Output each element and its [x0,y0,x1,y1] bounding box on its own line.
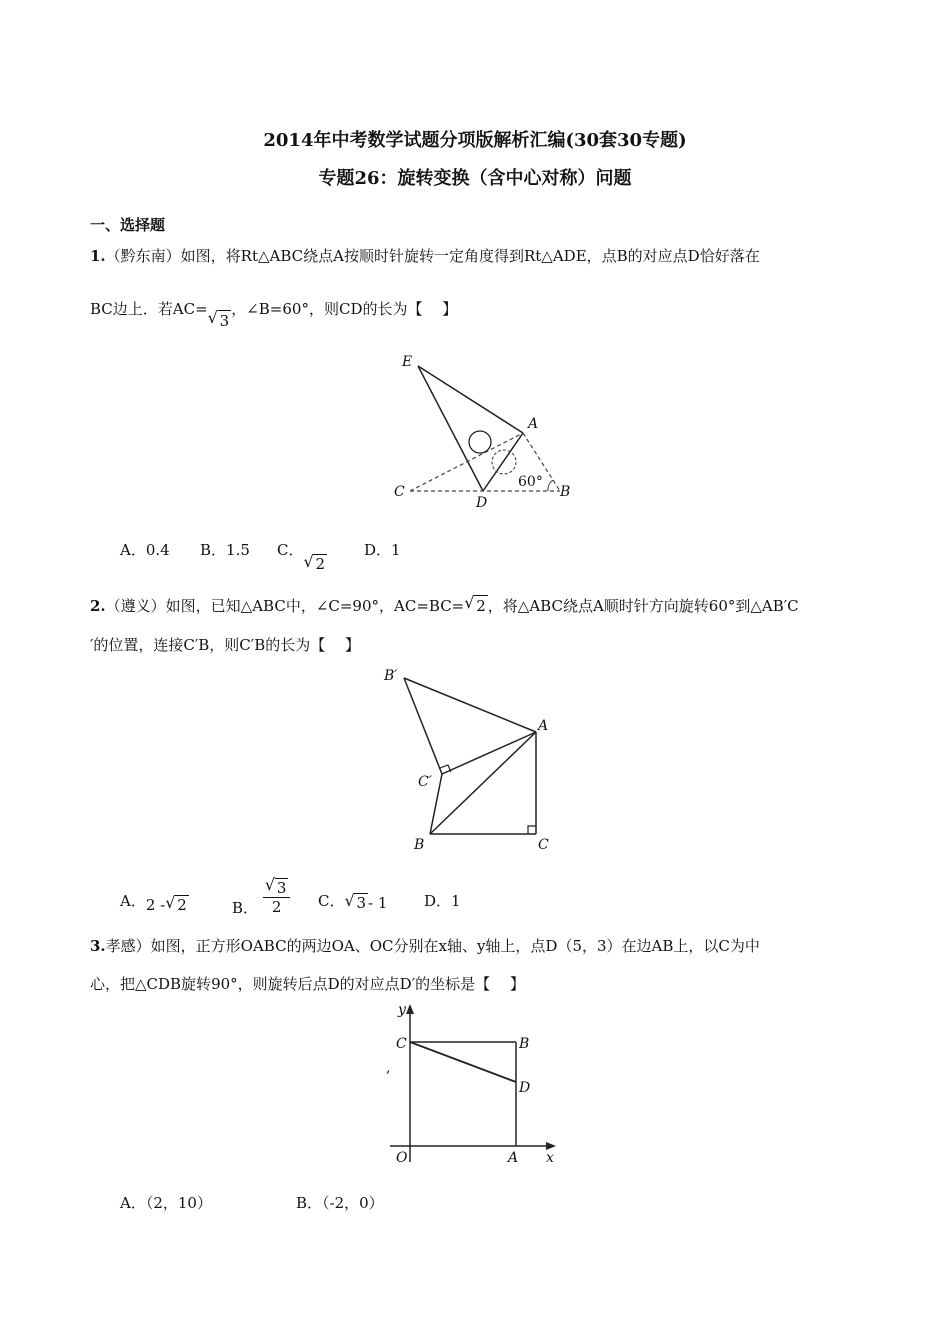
q2-option-b-prefix: B． [232,899,259,917]
q2-option-b [232,875,290,917]
sqrt-3: √ 3 [207,308,230,330]
question-3-line-1 [90,936,760,956]
question-1-text: （黔东南）如图，将Rt△ABC绕点A按顺时针旋转一定角度得到Rt△ADE，点B的对应点D恰好落在 [105,247,760,265]
question-2-number: 2. [90,597,106,615]
fig3-label-a: A [508,1150,519,1166]
fig3-label-b: B [519,1036,530,1052]
fig2-label-c-prime: C′ [418,774,432,790]
figure-2 [380,664,570,854]
question-3-text: 孝感）如图，正方形OABC的两边OA、OC分别在x轴、y轴上，点D（5，3）在边AB上，以C为中 [105,937,760,955]
q2-option-c [318,890,387,911]
q2-option-a-prefix: A． [120,892,146,910]
question-2-text-b: ，将△ABC绕点A顺时针方向旋转60°到△AB′C [487,597,799,615]
question-1-text-a: BC边上．若AC= [90,300,208,318]
q1-option-c [277,539,327,573]
fig3-label-o: O [396,1150,408,1166]
fig2-label-a: A [538,718,549,734]
fraction-denominator: 2 [271,898,282,916]
section-heading: 一、选择题 [90,216,166,234]
question-3-line-2: 心，把△CDB旋转90°，则旋转后点D的对应点D′的坐标是【 】 [90,975,525,993]
fig1-angle-label: 60° [518,474,543,490]
sqrt-2: √ 2 [303,552,326,573]
q1-option-d: D．1 [364,541,401,559]
question-3-number: 3. [90,937,106,955]
q2-option-c-tail: - 1 [368,894,388,912]
q2-option-a-int: 2 - [145,896,166,914]
q3-option-a: A．（2，10） [120,1194,212,1212]
fig3-label-y: y [398,1002,406,1018]
fig1-label-d: D [476,495,488,510]
q2-option-c-prefix: C． [318,892,345,910]
fig3-stray-comma: , [386,1060,391,1076]
fraction-sqrt3-over-2 [263,875,291,916]
question-2-line-2: ′的位置，连接C′B，则C′B的长为【 】 [90,636,360,654]
fig2-label-c: C [538,837,549,853]
fig3-label-c: C [396,1036,407,1052]
question-1-line-1 [90,246,760,266]
q1-option-b: B．1.5 [200,541,250,559]
document-title: 2014年中考数学试题分项版解析汇编(30套30专题) [263,130,687,151]
question-1-text-b: ，∠B=60°，则CD的长为【 】 [231,300,458,318]
fig3-label-x: x [546,1150,554,1166]
q2-option-a [120,890,189,914]
fig1-label-b: B [560,484,571,500]
fig3-label-d: D [519,1080,531,1096]
document-subtitle: 专题26：旋转变换（含中心对称）问题 [318,168,632,189]
fig1-label-a: A [528,416,539,432]
fig1-label-e: E [402,354,413,370]
q1-option-c-prefix: C． [277,541,304,559]
sqrt-2: √ 2 [165,893,187,914]
sqrt-3: √ 3 [344,891,367,912]
question-2-text-a: （遵义）如图，已知△ABC中，∠C=90°，AC=BC= [105,597,465,615]
fig2-label-b: B [414,837,425,853]
sqrt-2: √ 2 [464,593,486,615]
fig1-label-c: C [394,484,405,500]
question-1-line-2 [90,298,458,330]
figure-1 [380,348,580,510]
figure-3 [380,1000,570,1170]
q1-option-a: A．0.4 [120,541,170,559]
q2-option-d: D．1 [424,892,461,910]
q3-option-b: B．（-2，0） [296,1194,384,1212]
question-1-number: 1. [90,247,106,265]
fig2-label-b-prime: B′ [384,668,398,684]
question-2-line-1 [90,595,799,616]
sqrt-3: √ 3 [264,875,287,897]
